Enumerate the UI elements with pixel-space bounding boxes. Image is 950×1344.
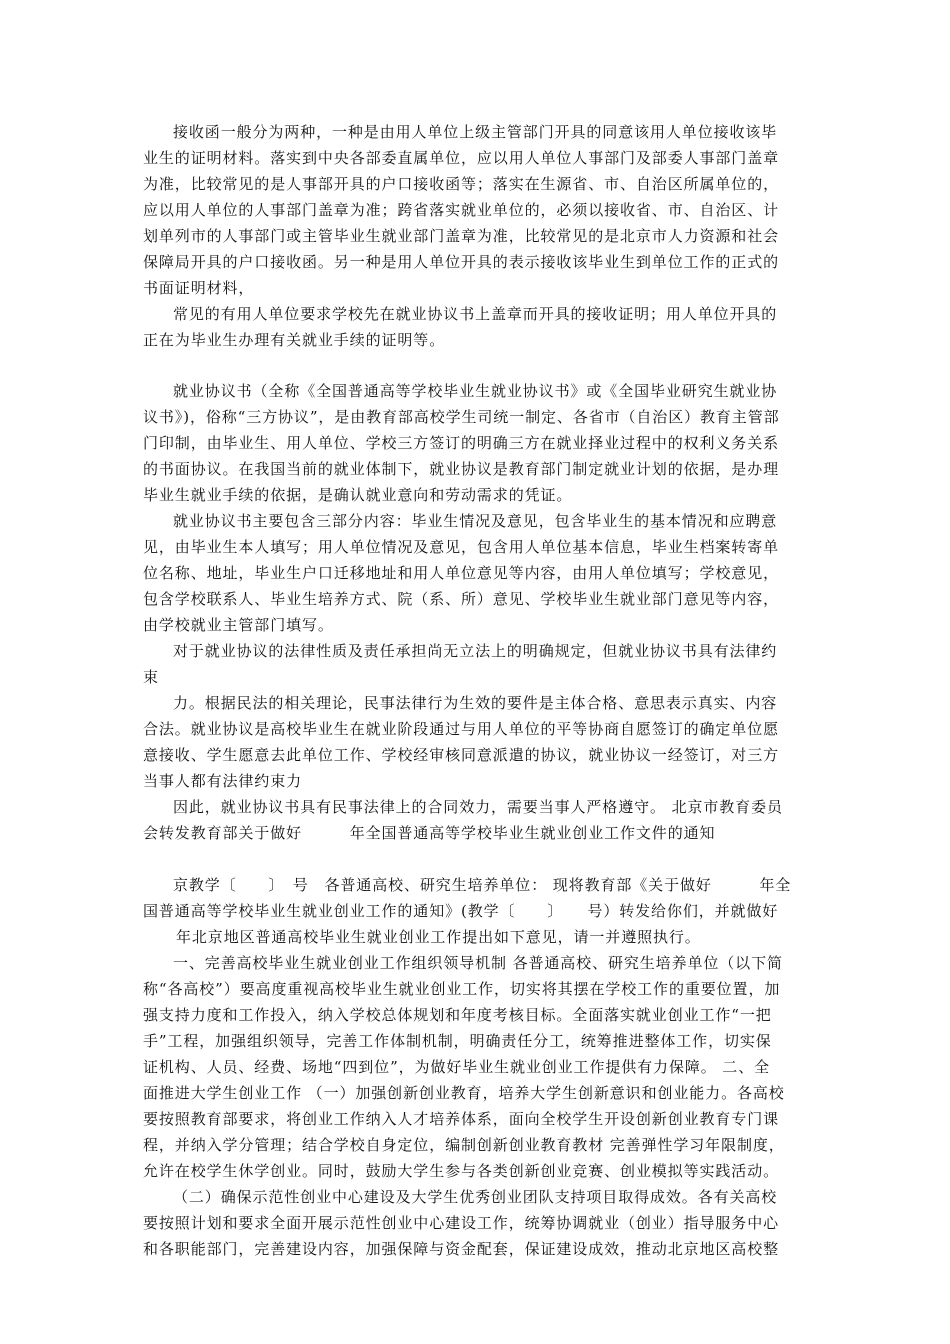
paragraph-line: 和各职能部门，完善建设内容，加强保障与资金配套，保证建设成效，推动北京地区高校整 [143, 1240, 780, 1258]
paragraph-line: 合法。就业协议是高校毕业生在就业阶段通过与用人单位的平等协商自愿签订的确定单位愿 [143, 720, 780, 738]
paragraph-line: 议书》)，俗称“三方协议”，是由教育部高校学生司统一制定、各省市（自治区）教育主管部 [143, 408, 780, 426]
paragraph-line: 常见的有用人单位要求学校先在就业协议书上盖章而开具的接收证明；用人单位开具的 [173, 305, 778, 323]
paragraph-line: 保障局开具的户口接收函。另一种是用人单位开具的表示接收该毕业生到单位工作的正式的 [143, 253, 780, 271]
paragraph-line: 对于就业协议的法律性质及责任承担尚无立法上的明确规定，但就业协议书具有法律约 [173, 642, 778, 660]
paragraph-line: 意接收、学生愿意去此单位工作、学校经审核同意派遣的协议，就业协议一经签订，对三方 [143, 746, 780, 764]
paragraph-line: 面推进大学生创业工作 （一）加强创新创业教育，培养大学生创新意识和创业能力。各高校 [143, 1084, 785, 1102]
paragraph-line: 手”工程，加强组织领导，完善工作体制机制，明确责任分工，统筹推进整体工作，切实保 [143, 1032, 772, 1050]
paragraph-line: 因此，就业协议书具有民事法律上的合同效力，需要当事人严格遵守。 北京市教育委员 [173, 798, 783, 816]
paragraph-line: 接收函一般分为两种，一种是由用人单位上级主管部门开具的同意该用人单位接收该毕 [173, 123, 778, 141]
paragraph-line: 会转发教育部关于做好 年全国普通高等学校毕业生就业创业工作文件的通知 [143, 824, 716, 842]
paragraph-line: 束 [143, 668, 159, 686]
paragraph-line: 力。根据民法的相关理论，民事法律行为生效的要件是主体合格、意思表示真实、内容 [173, 694, 778, 712]
paragraph-line: 见，由毕业生本人填写；用人单位情况及意见，包含用人单位基本信息，毕业生档案转寄单 [143, 538, 780, 556]
paragraph-line: 年北京地区普通高校毕业生就业创业工作提出如下意见，请一并遵照执行。 [176, 928, 701, 946]
paragraph-line: 位名称、地址，毕业生户口迁移地址和用人单位意见等内容，由用人单位填写；学校意见， [143, 564, 780, 582]
paragraph-line: 京教学〔 〕 号 各普通高校、研究生培养单位： 现将教育部《关于做好 年全 [173, 876, 792, 894]
paragraph-line: （二）确保示范性创业中心建设及大学生优秀创业团队支持项目取得成效。各有关高校 [173, 1188, 778, 1206]
paragraph-line: 包含学校联系人、毕业生培养方式、院（系、所）意见、学校毕业生就业部门意见等内容， [143, 590, 780, 608]
paragraph-line: 当事人都有法律约束力 [143, 772, 303, 790]
paragraph-line: 允许在校学生休学创业。同时，鼓励大学生参与各类创新创业竞赛、创业模拟等实践活动。 [143, 1162, 780, 1180]
paragraph-line: 要按照教育部要求，将创业工作纳入人才培养体系，面向全校学生开设创新创业教育专门课 [143, 1110, 780, 1128]
paragraph-line: 业生的证明材料。落实到中央各部委直属单位，应以用人单位人事部门及部委人事部门盖章 [143, 149, 780, 167]
paragraph-line: 门印制，由毕业生、用人单位、学校三方签订的明确三方在就业择业过程中的权利义务关系 [143, 434, 780, 452]
paragraph-line: 划单列市的人事部门或主管毕业生就业部门盖章为准，比较常见的是北京市人力资源和社会 [143, 227, 780, 245]
paragraph-line: 证机构、人员、经费、场地“四到位”，为做好毕业生就业创业工作提供有力保障。 二、全 [143, 1058, 771, 1076]
paragraph-line: 称“各高校”）要高度重视高校毕业生就业创业工作，切实将其摆在学校工作的重要位置，加 [143, 980, 781, 998]
paragraph-line: 书面证明材料， [143, 279, 255, 297]
paragraph-line: 就业协议书（全称《全国普通高等学校毕业生就业协议书》或《全国毕业研究生就业协 [173, 382, 778, 400]
paragraph-line: 强支持力度和工作投入，纳入学校总体规划和年度考核目标。全面落实就业创业工作“一把 [143, 1006, 772, 1024]
paragraph-line: 一、完善高校毕业生就业创业工作组织领导机制 各普通高校、研究生培养单位（以下简 [173, 954, 783, 972]
paragraph-line: 就业协议书主要包含三部分内容：毕业生情况及意见，包含毕业生的基本情况和应聘意 [173, 512, 778, 530]
paragraph-line: 要按照计划和要求全面开展示范性创业中心建设工作，统筹协调就业（创业）指导服务中心 [143, 1214, 780, 1232]
paragraph-line: 正在为毕业生办理有关就业手续的证明等。 [143, 331, 446, 349]
paragraph-line: 为准，比较常见的是人事部开具的户口接收函等；落实在生源省、市、自治区所属单位的， [143, 175, 780, 193]
paragraph-line: 国普通高等学校毕业生就业创业工作的通知》(教学〔 〕 号）转发给你们，并就做好 [143, 902, 779, 920]
paragraph-line: 由学校就业主管部门填写。 [143, 616, 334, 634]
paragraph-line: 程，并纳入学分管理；结合学校自身定位，编制创新创业教育教材 完善弹性学习年限制度， [143, 1136, 785, 1154]
paragraph-line: 的书面协议。在我国当前的就业体制下，就业协议是教育部门制定就业计划的依据，是办理 [143, 460, 780, 478]
paragraph-line: 应以用人单位的人事部门盖章为准；跨省落实就业单位的，必须以接收省、市、自治区、计 [143, 201, 780, 219]
paragraph-line: 毕业生就业手续的依据，是确认就业意向和劳动需求的凭证。 [143, 486, 573, 504]
